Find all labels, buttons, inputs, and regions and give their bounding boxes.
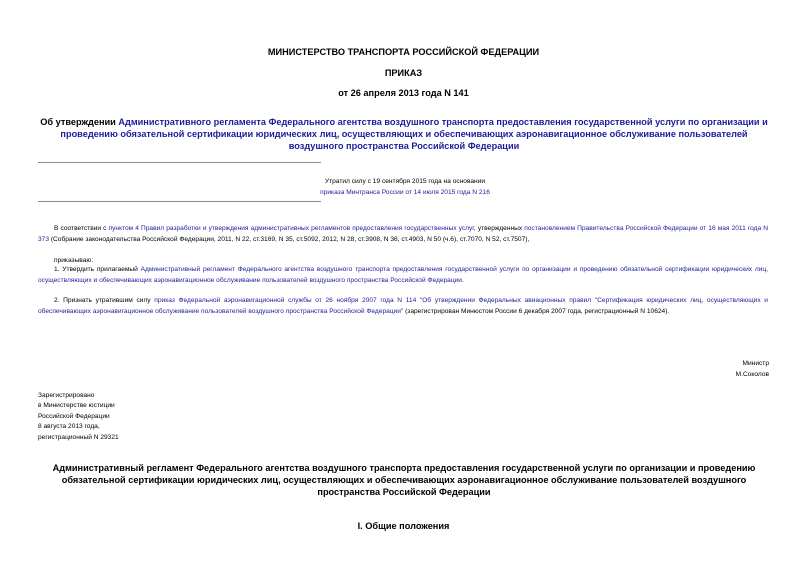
ministry-heading: МИНИСТЕРСТВО ТРАНСПОРТА РОССИЙСКОЙ ФЕДЕРАЦИИ	[267, 47, 540, 57]
registration-line: Зарегистрировано	[38, 392, 95, 399]
item-2-text-a: 2. Признать утратившим силу	[54, 297, 155, 304]
preamble-paragraph	[38, 224, 768, 245]
registration-line: регистрационный N 29321	[38, 433, 119, 441]
preamble-text-a: В соответствии с	[54, 225, 109, 232]
repealed-notice-text: Утратил силу с 19 сентября 2015 года на основании	[324, 178, 486, 185]
doc-date-number: от 26 апреля 2013 года N 141	[338, 88, 469, 98]
regulation-link[interactable]: Административный регламент Федерального агентства воздушного транспорта предоставления государственной услуги по организации и проведению обязательной сертификации юридических лиц, осуществляющих и обеспечивающих аэронавигационное обслуживание пользователей воздушного пространства Российской Федерации	[38, 266, 768, 284]
registration-line: 8 августа 2013 года,	[38, 423, 100, 431]
item-1-text-b: .	[461, 276, 464, 284]
divider-top	[38, 162, 321, 163]
preamble-text-c: (Собрание законодательства Российской Федерации, 2011, N 22, ст.3169, N 35, ст.5092, 2012, N 28, ст.3908, N 36, ст.4903, N 50 (ч.6), ст.7070, N 52, ст.7507),	[49, 235, 530, 243]
order-title	[34, 116, 774, 152]
doc-type-heading: ПРИКАЗ	[384, 68, 423, 78]
registration-line: Российской Федерации	[38, 412, 110, 420]
regulation-title: Административный регламент Федерального агентства воздушного транспорта предоставления государственной услуги по организации и проведению обязательной сертификации юридических лиц, осуществляющих и обеспечивающих аэронавигационное обслуживание пользователей воздушного пространства Российской Федерации	[52, 463, 756, 497]
government-decree-link[interactable]: постановлением Правительства Российской Федерации от 16 мая 2011 года N 373	[38, 225, 769, 243]
order-verb: приказываю:	[54, 257, 94, 264]
divider-bottom	[38, 201, 321, 202]
repealed-order-link[interactable]: приказ Федеральной аэронавигационной службы от 26 ноября 2007 года N 114 "Об утверждении Федеральных авиационных правил "Сертификация юридических лиц, осуществляющих и обеспечивающих аэронавигационное обслуживание пользователей воздушного пространства Российской Федерации"	[38, 297, 768, 315]
signature-position: Министр	[742, 360, 769, 367]
registration-block	[38, 391, 119, 443]
signature-block	[736, 359, 769, 380]
registration-line: в Министерстве юстиции	[38, 402, 115, 410]
order-title-link[interactable]: Административного регламента Федерального агентства воздушного транспорта предоставления государственной услуги по организации и проведению обязательной сертификации юридических лиц, осуществляющих и обеспечивающих аэронавигационное обслуживание пользователей воздушного пространства Российской Федерации	[60, 117, 768, 151]
preamble-text-b: , утвержденных	[473, 225, 525, 232]
rules-link[interactable]: пунктом 4 Правил разработки и утверждения административных регламентов предоставления государственных услуг	[108, 225, 474, 232]
item-1-text-a: 1. Утвердить прилагаемый	[54, 266, 141, 273]
signature-name: М.Соколов	[735, 370, 769, 378]
repealed-notice	[260, 176, 550, 198]
section-title: I. Общие положения	[357, 521, 450, 531]
item-1-paragraph	[38, 265, 768, 286]
item-2-paragraph	[38, 296, 768, 317]
repealed-notice-link[interactable]: приказа Минтранса России от 14 июля 2015 года N 216	[320, 189, 490, 196]
item-2-text-b: (зарегистрирован Минюстом России 6 декабря 2007 года, регистрационный N 10624).	[403, 307, 670, 315]
order-title-prefix: Об утверждении	[40, 117, 119, 127]
